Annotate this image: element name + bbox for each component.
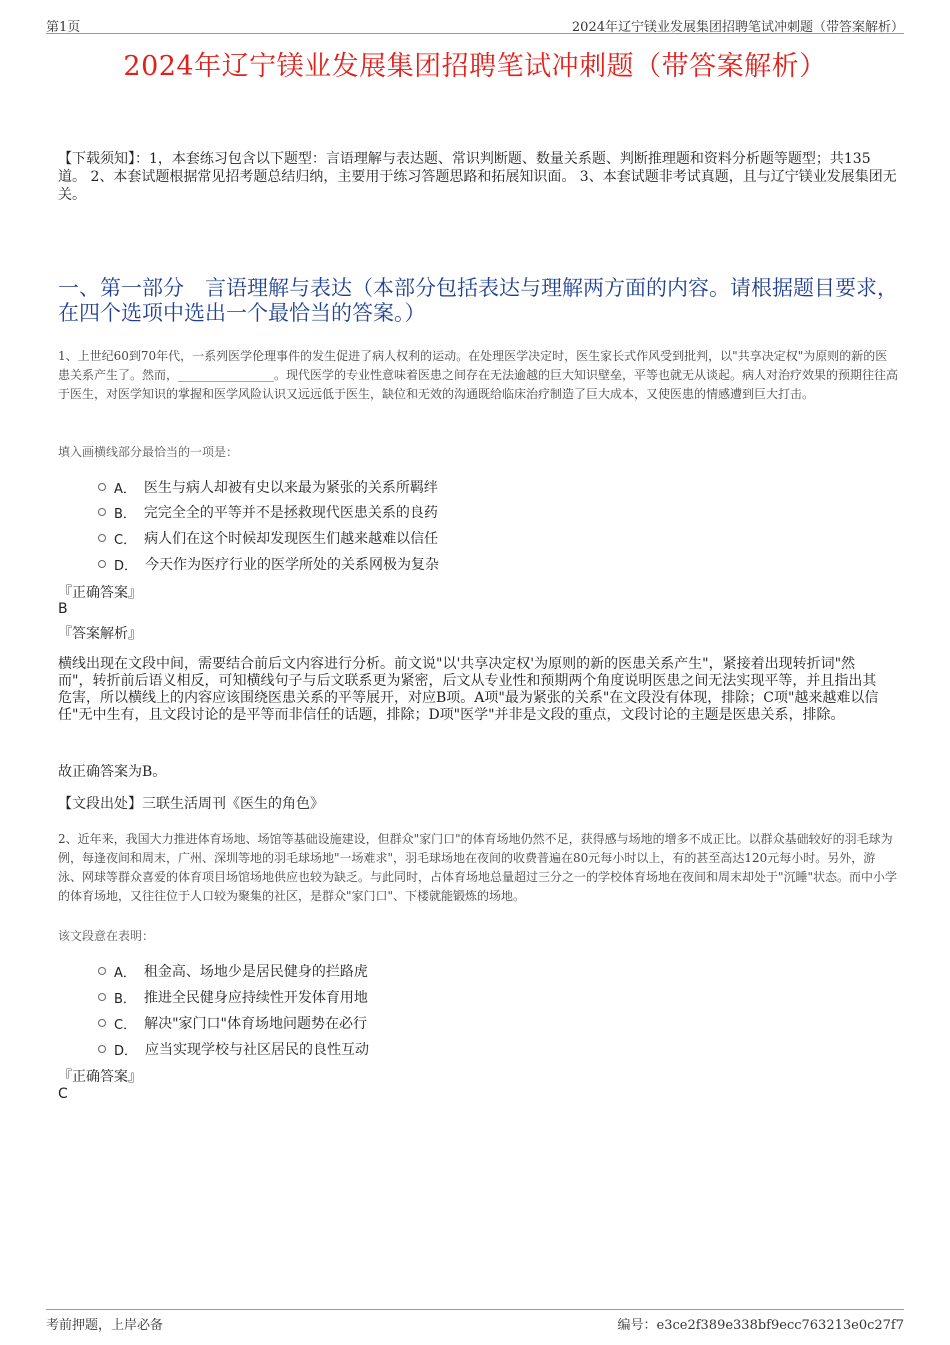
footer-divider — [46, 1309, 904, 1310]
option-label: C． — [114, 1017, 137, 1033]
question-2-answer: C — [58, 1086, 68, 1102]
question-2-option-d[interactable] — [98, 1040, 369, 1058]
radio-icon[interactable] — [98, 1045, 106, 1053]
option-label: C． — [114, 532, 137, 548]
option-label: B． — [114, 506, 136, 522]
option-text: 租金高、场地少是居民健身的拦路虎 — [143, 964, 368, 980]
header-page-number: 第1页 — [46, 20, 81, 35]
question-2-answer-tag: 『正确答案』 — [58, 1069, 142, 1085]
radio-icon[interactable] — [98, 534, 106, 542]
radio-icon[interactable] — [98, 483, 106, 491]
footer-slogan: 考前押题，上岸必备 — [46, 1318, 164, 1333]
question-2-option-a[interactable] — [98, 962, 368, 980]
option-text: 病人们在这个时候却发现医生们越来越难以信任 — [144, 531, 439, 547]
question-1-analysis-tag: 『答案解析』 — [58, 626, 142, 642]
question-1-text: 1、上世纪60到70年代，一系列医学伦理事件的发生促进了病人权利的运动。在处理医学决定时，医生家长式作风受到批判，以"共享决定权"为原则的新的医患关系产生了。然而，________________。现代医学的专业性意味着医患之间存在无法逾越的巨大知识壁垒，平等也就无从谈起。病人对治疗效果的预期往往高于医生，对医学知识的掌握和医学风险认识又远远低于医生，缺位和无效的沟通既给临床治疗制造了巨大成本，又使医患的情感遭到巨大打击。 — [58, 349, 899, 401]
question-1-source: 【文段出处】三联生活周刊《医生的角色》 — [58, 796, 324, 812]
question-1-answer-tag: 『正确答案』 — [58, 585, 142, 601]
question-1-answer: B — [58, 601, 68, 617]
option-text: 应当实现学校与社区居民的良性互动 — [145, 1042, 370, 1058]
header-divider — [46, 33, 904, 34]
header-doc-title: 2024年辽宁镁业发展集团招聘笔试冲刺题（带答案解析） — [571, 20, 904, 35]
radio-icon[interactable] — [98, 1019, 106, 1027]
question-1-conclusion: 故正确答案为B。 — [58, 764, 167, 780]
footer-doc-id: 编号：e3ce2f389e338bf9ecc763213e0c27f7 — [617, 1318, 904, 1333]
option-label: D． — [114, 558, 138, 574]
option-label: A． — [114, 481, 136, 497]
question-1-option-c[interactable] — [98, 529, 438, 547]
option-label: A． — [114, 965, 136, 981]
radio-icon[interactable] — [98, 993, 106, 1001]
option-label: D． — [114, 1043, 138, 1059]
radio-icon[interactable] — [98, 967, 106, 975]
question-1-option-b[interactable] — [98, 503, 438, 521]
question-1-analysis: 横线出现在文段中间，需要结合前后文内容进行分析。前文说"以'共享决定权'为原则的新的医患关系产生"，紧接着出现转折词"然而"，转折前后语义相反，可知横线句子与后文联系更为紧密，后文从专业性和预期两个角度说明医患之间无法实现平等，并且指出其危害，所以横线上的内容应该围绕医患关系的平等展开，对应B项。A项"最为紧张的关系"在文段没有体现，排除；C项"越来越难以信任"无中生有，且文段讨论的是平等而非信任的话题，排除；D项"医学"并非是文段的重点，文段讨论的主题是医患关系，排除。 — [58, 656, 879, 723]
radio-icon[interactable] — [98, 560, 106, 568]
question-1-option-d[interactable] — [98, 555, 439, 573]
option-text: 解决"家门口"体育场地问题势在必行 — [144, 1016, 367, 1032]
option-text: 今天作为医疗行业的医学所处的关系网极为复杂 — [145, 557, 440, 573]
question-2-prompt: 该文段意在表明： — [58, 929, 155, 943]
question-1-option-a[interactable] — [98, 478, 438, 496]
radio-icon[interactable] — [98, 508, 106, 516]
download-notice: 【下载须知】：1，本套练习包含以下题型：言语理解与表达题、常识判断题、数量关系题、判断推理题和资料分析题等题型；共135道。 2、本套试题根据常见招考题总结归纳，主要用于练习答题思路和拓展知识面。 3、本套试题非考试真题，且与辽宁镁业发展集团无关。 — [58, 151, 897, 203]
option-text: 推进全民健身应持续性开发体育用地 — [143, 990, 368, 1006]
question-2-option-c[interactable] — [98, 1014, 367, 1032]
question-1-prompt: 填入画横线部分最恰当的一项是： — [58, 445, 239, 459]
option-text: 完完全全的平等并不是拯救现代医患关系的良药 — [143, 505, 438, 521]
question-2-option-b[interactable] — [98, 988, 368, 1006]
page-title: 2024年辽宁镁业发展集团招聘笔试冲刺题（带答案解析） — [123, 51, 827, 82]
option-label: B． — [114, 991, 136, 1007]
option-text: 医生与病人却被有史以来最为紧张的关系所羁绊 — [143, 480, 438, 496]
question-2-text: 2、近年来，我国大力推进体育场地、场馆等基础设施建设，但群众"家门口"的体育场地仍然不足，获得感与场地的增多不成正比。以群众基础较好的羽毛球为例，每逢夜间和周末，广州、深圳等地的羽毛球场地"一场难求"，羽毛球场地在夜间的收费普遍在80元每小时以上，有的甚至高达120元每小时。另外，游泳、网球等群众喜爱的体育项目场馆场地供应也较为缺乏。与此同时，占体育场地总量超过三分之一的学校体育场地在夜间和周末却处于"沉睡"状态。而中小学的体育场地，又往往位于人口较为聚集的社区，是群众"家门口"、下楼就能锻炼的场地。 — [58, 832, 898, 903]
section-title: 一、第一部分 言语理解与表达（本部分包括表达与理解两方面的内容。请根据题目要求，在四个选项中选出一个最恰当的答案。） — [58, 276, 898, 325]
